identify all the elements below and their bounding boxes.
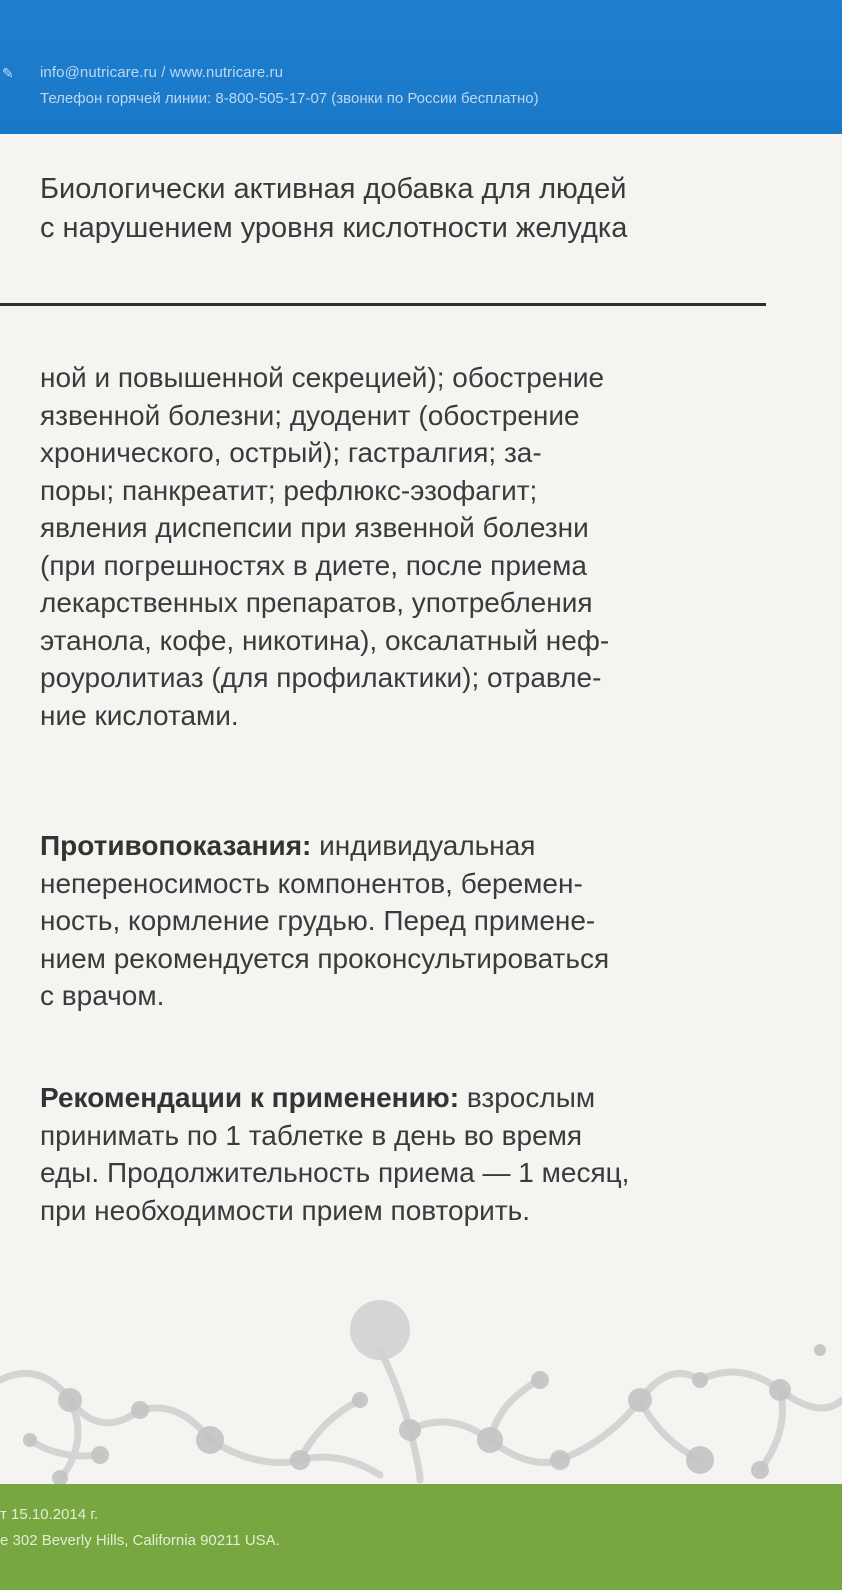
- indications-text: ной и повышенной секрецией); обострение язвенной болезни; дуоденит (обострение хронического, острый); гастралгия; за- поры; панкреатит; рефлюкс-эзофагит; явления диспепсии при язвенной болезни (при погрешностях в диете, после приема лекарственных препаратов, употребления этанола, кофе, никотина), оксалатный неф- роуролитиаз (для профилактики); отравле- ние кислотами.: [40, 362, 610, 731]
- section-divider: [0, 303, 766, 306]
- product-subtitle: Биологически активная добавка для людей с нарушением уровня кислотности желудка: [40, 173, 628, 244]
- footer-date: т 15.10.2014 г.: [0, 1506, 99, 1523]
- contact-line: info@nutricare.ru / www.nutricare.ru: [40, 64, 284, 81]
- indications-paragraph: [40, 359, 760, 734]
- contraindications-text: индивидуальная непереносимость компонентов, беремен- ность, кормление грудью. Перед примене- нием рекомендуется проконсультироваться с врачом.: [40, 830, 610, 1011]
- usage-paragraph: [40, 1079, 760, 1229]
- footer-address: е 302 Beverly Hills, California 90211 USA.: [0, 1532, 280, 1549]
- contraindications-paragraph: [40, 827, 760, 1015]
- header-band: [0, 0, 842, 134]
- usage-label: Рекомендации к применению:: [40, 1082, 460, 1113]
- hotline-line: Телефон горячей линии: 8-800-505-17-07 (звонки по России бесплатно): [40, 90, 539, 107]
- footer-band: [0, 1484, 842, 1590]
- usage-text: взрослым принимать по 1 таблетке в день во время еды. Продолжительность приема — 1 месяц, при необходимости прием повторить.: [40, 1082, 630, 1226]
- logo-mark-icon: ✎: [2, 65, 14, 81]
- molecule-pattern: [0, 1290, 842, 1490]
- contraindications-label: Противопоказания:: [40, 830, 312, 861]
